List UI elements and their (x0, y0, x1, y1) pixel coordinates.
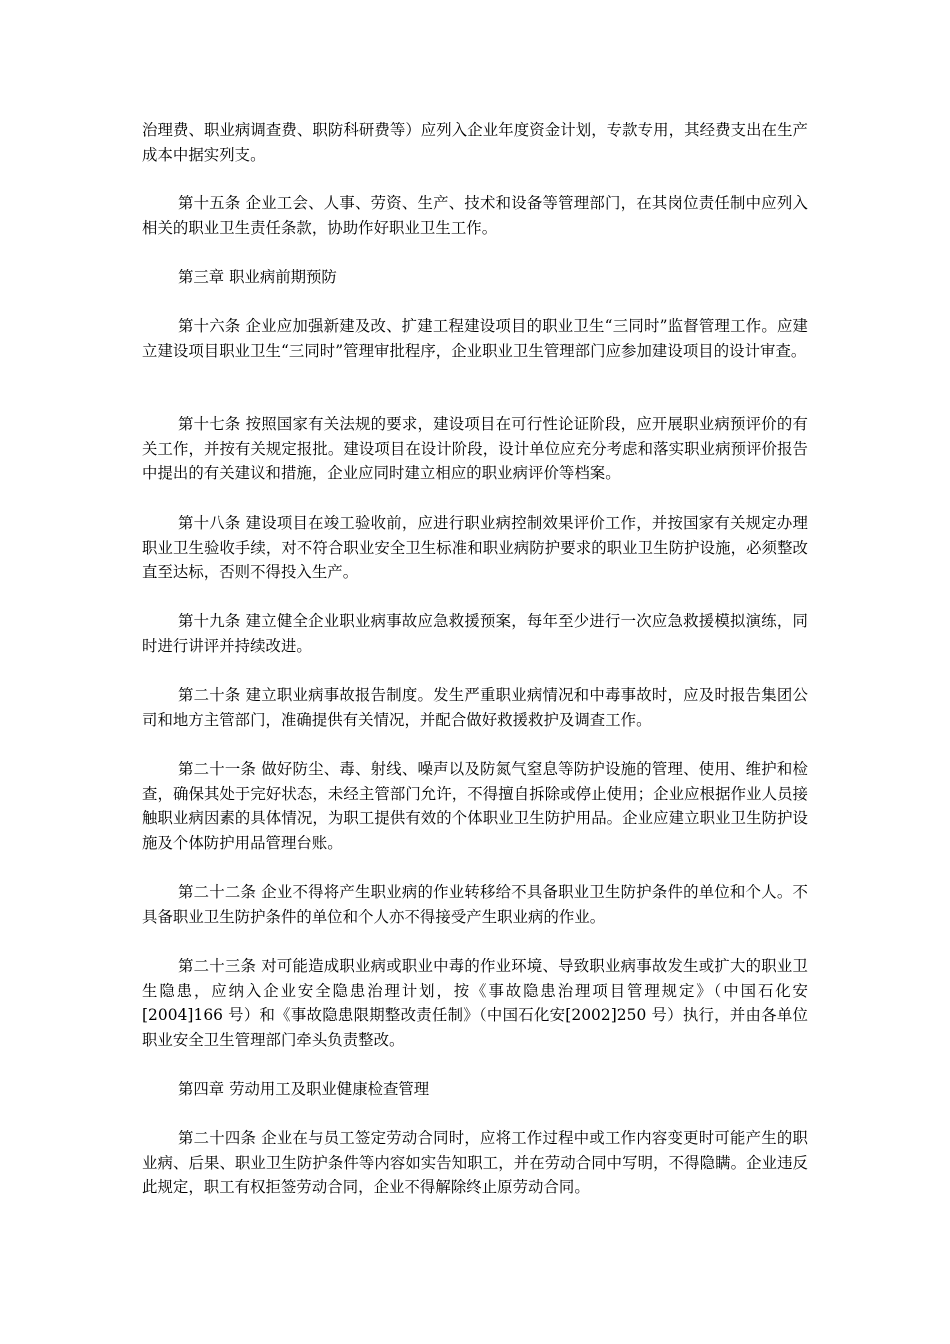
paragraph-continuation: 治理费、职业病调查费、职防科研费等）应列入企业年度资金计划，专款专用，其经费支出在生产成本中据实列支。 (142, 121, 808, 164)
article-24: 第二十四条 企业在与员工签定劳动合同时，应将工作过程中或工作内容变更时可能产生的职业病、后果、职业卫生防护条件等内容如实告知职工，并在劳动合同中写明，不得隐瞒。企业违反此规定，职工有权拒签劳动合同，企业不得解除终止原劳动合同。 (142, 1129, 808, 1196)
article-15: 第十五条 企业工会、人事、劳资、生产、技术和设备等管理部门，在其岗位责任制中应列入相关的职业卫生责任条款，协助作好职业卫生工作。 (142, 194, 808, 237)
article-22: 第二十二条 企业不得将产生职业病的作业转移给不具备职业卫生防护条件的单位和个人。不具备职业卫生防护条件的单位和个人亦不得接受产生职业病的作业。 (142, 883, 808, 926)
article-18: 第十八条 建设项目在竣工验收前，应进行职业病控制效果评价工作，并按国家有关规定办理职业卫生验收手续，对不符合职业安全卫生标准和职业病防护要求的职业卫生防护设施，必须整改直至达标，否则不得投入生产。 (142, 514, 808, 581)
article-16: 第十六条 企业应加强新建及改、扩建工程建设项目的职业卫生“三同时”监督管理工作。应建立建设项目职业卫生“三同时”管理审批程序，企业职业卫生管理部门应参加建设项目的设计审查。 (142, 317, 808, 360)
article-21: 第二十一条 做好防尘、毒、射线、噪声以及防氮气窒息等防护设施的管理、使用、维护和检查，确保其处于完好状态，未经主管部门允许，不得擅自拆除或停止使用；企业应根据作业人员接触职业病因素的具体情况，为职工提供有效的个体职业卫生防护用品。企业应建立职业卫生防护设施及个体防护用品管理台账。 (142, 760, 808, 852)
article-23: 第二十三条 对可能造成职业病或职业中毒的作业环境、导致职业病事故发生或扩大的职业卫生隐患，应纳入企业安全隐患治理计划，按《事故隐患治理项目管理规定》（中国石化安[2004]166 号）和《事故隐患限期整改责任制》（中国石化安[2002]250 号）执行，并由各单位职业安全卫生管理部门牵头负责整改。 (142, 957, 808, 1049)
article-17: 第十七条 按照国家有关法规的要求，建设项目在可行性论证阶段，应开展职业病预评价的有关工作，并按有关规定报批。建设项目在设计阶段，设计单位应充分考虑和落实职业病预评价报告中提出的有关建议和措施，企业应同时建立相应的职业病评价等档案。 (142, 415, 808, 482)
article-20: 第二十条 建立职业病事故报告制度。发生严重职业病情况和中毒事故时，应及时报告集团公司和地方主管部门，准确提供有关情况，并配合做好救援救护及调查工作。 (142, 686, 808, 729)
chapter-3-heading: 第三章 职业病前期预防 (178, 268, 337, 286)
article-19: 第十九条 建立健全企业职业病事故应急救援预案，每年至少进行一次应急救援模拟演练，同时进行讲评并持续改进。 (142, 612, 808, 655)
chapter-4-heading: 第四章 劳动用工及职业健康检查管理 (178, 1080, 430, 1098)
